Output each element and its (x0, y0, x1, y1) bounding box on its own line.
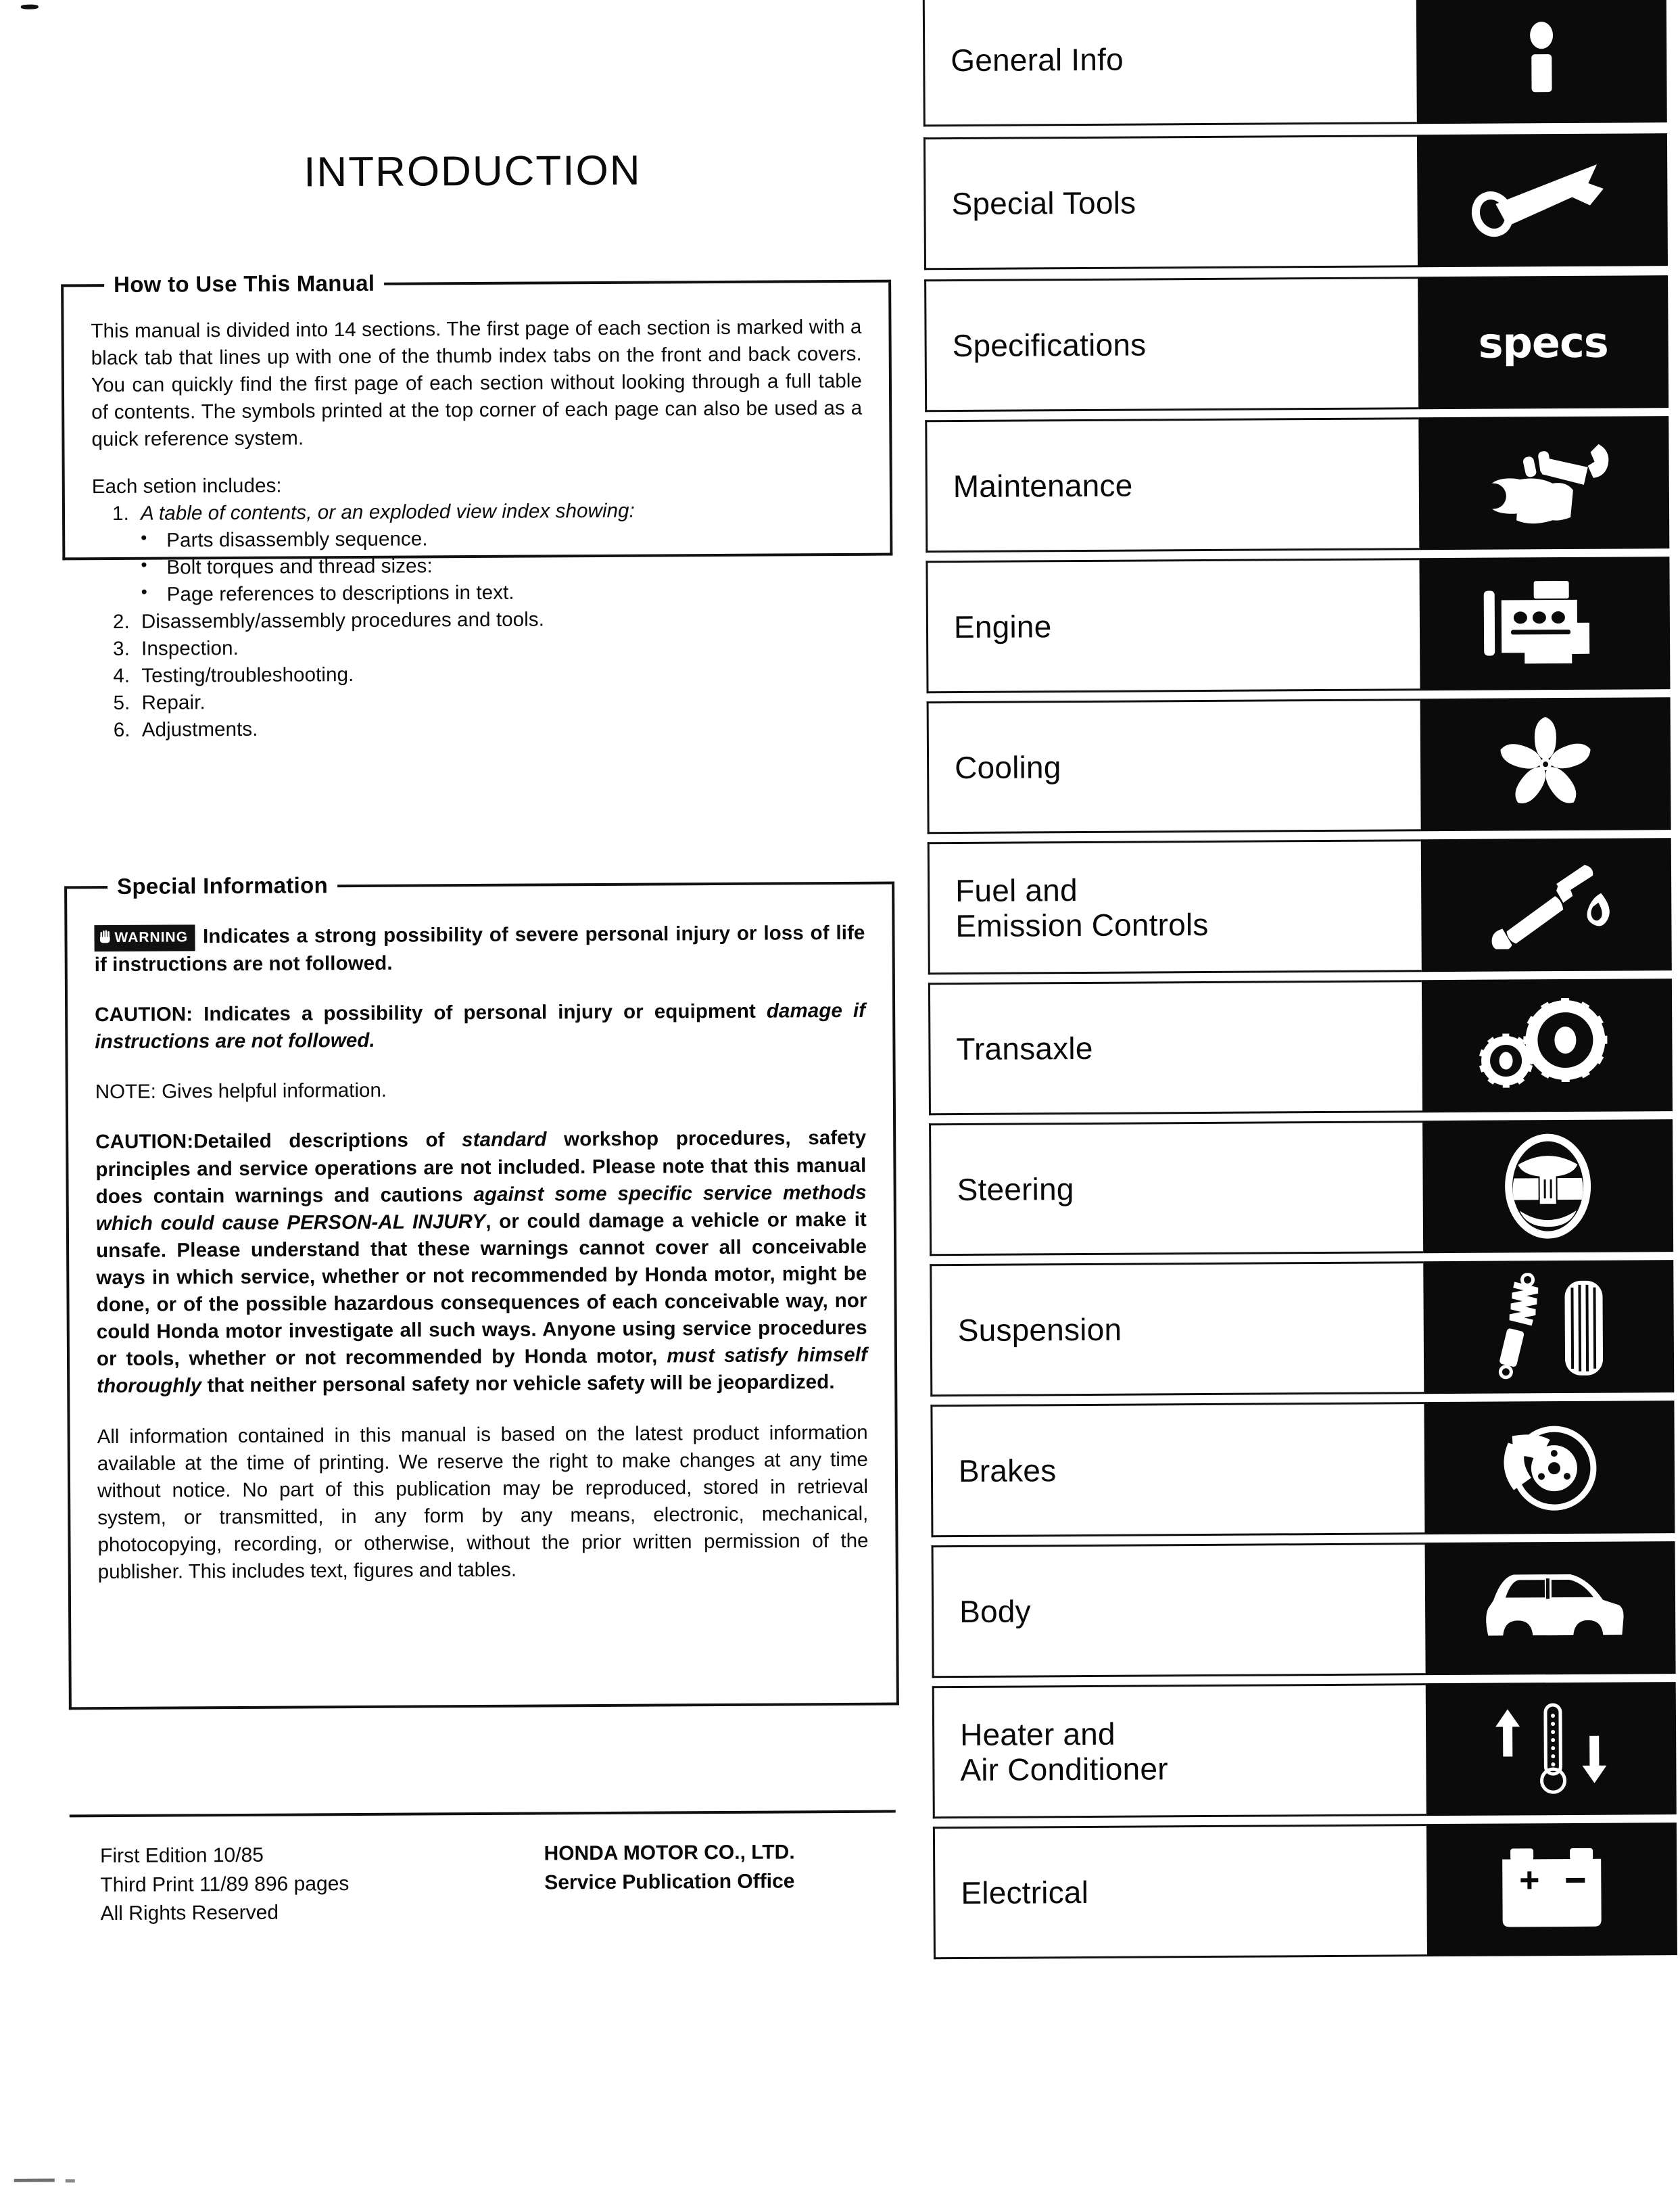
list-text: Disassembly/assembly procedures and tools. (141, 608, 545, 633)
tab-label-box[interactable] (929, 1121, 1423, 1256)
car-body-icon (1425, 1541, 1676, 1675)
how-to-use-paragraph: This manual is divided into 14 sections. The first page of each section is marked with a black tab that lines up with one of the thumb index tabs on the front and back covers. You can quickly find the first page of each section without looking through a full table of contents. The symbols printed at the top corner of each page can also be used as a quick reference system. (91, 315, 863, 451)
tab-label-box[interactable] (930, 1261, 1424, 1396)
caution2-italic2: against some specific service methods which could cause PERSON-AL INJURY (95, 1181, 867, 1235)
edition-line-3: All Rights Reserved (100, 1901, 279, 1925)
edition-line-2: Third Print 11/89 896 pages (100, 1872, 350, 1896)
caution2-part2: workshop procedures, safety principles and service operations are not included. Please note that this manual does contain warnings and cautions (95, 1127, 867, 1208)
caution2-italic1: standard (462, 1128, 547, 1152)
tab-label-text: Special Tools (951, 185, 1136, 221)
tab-brakes[interactable] (930, 1401, 1675, 1537)
cooling-fan-icon (1420, 697, 1671, 831)
tab-steering[interactable] (929, 1119, 1673, 1256)
edition-info (100, 1841, 350, 1929)
bullet-glyph: • (141, 554, 147, 575)
list-item (92, 523, 863, 555)
how-to-use-legend: How to Use This Manual (104, 271, 384, 298)
page-title: INTRODUCTION (304, 147, 642, 196)
special-information-box (64, 872, 899, 1710)
publisher-info (507, 1838, 832, 1898)
tab-heater-and-air-conditioner[interactable] (932, 1682, 1677, 1818)
warning-badge-label: WARNING (114, 929, 189, 945)
how-to-use-box (61, 270, 892, 741)
tab-label-text: Steering (957, 1171, 1074, 1207)
tab-suspension[interactable] (930, 1260, 1674, 1396)
tab-label-text: Electrical (961, 1874, 1089, 1910)
tab-label-text: Heater and Air Conditioner (959, 1716, 1168, 1788)
thumb-index-tabs (923, 0, 1680, 2182)
tab-special-tools[interactable] (923, 133, 1668, 270)
caution-long-block (95, 1125, 867, 1400)
tab-fuel-and-emission-controls[interactable] (928, 838, 1672, 974)
list-number: 2. (112, 610, 130, 633)
battery-icon (1426, 1822, 1677, 1956)
list-item (93, 631, 863, 662)
caution2-part1: Detailed descriptions of (193, 1129, 462, 1153)
tab-label-text: Body (959, 1593, 1031, 1629)
caution-text-italic: damage if instructions are not followed. (95, 999, 866, 1054)
caution2-part4: that neither personal safety nor vehicle safety will be jeopardized. (201, 1371, 835, 1397)
list-number: 3. (113, 637, 130, 660)
list-item (93, 604, 863, 635)
tab-general-info[interactable] (923, 0, 1667, 126)
tab-specifications[interactable] (924, 275, 1669, 412)
list-item (93, 685, 863, 716)
list-item (93, 578, 863, 609)
brake-rotor-icon (1424, 1401, 1675, 1534)
list-number: 5. (113, 691, 130, 714)
tab-label-box[interactable] (923, 135, 1418, 270)
tab-label-box[interactable] (928, 980, 1422, 1115)
edition-line-1: First Edition 10/85 (100, 1843, 264, 1868)
tab-label-text: Fuel and Emission Controls (955, 872, 1209, 944)
list-number: 6. (113, 718, 130, 741)
tab-label-text: General Info (951, 41, 1124, 78)
how-to-use-sublist (92, 523, 863, 609)
tab-label-box[interactable] (927, 699, 1421, 834)
engine-block-icon (1419, 557, 1670, 690)
list-text: Inspection. (141, 636, 239, 660)
specs-text-icon (1418, 275, 1669, 409)
how-to-use-list-cont (93, 604, 864, 743)
warning-block (94, 920, 865, 979)
tab-label-box[interactable] (930, 1402, 1424, 1537)
bullet-glyph: • (141, 581, 147, 602)
tab-electrical[interactable] (933, 1822, 1677, 1959)
tab-label-text: Specifications (952, 327, 1147, 363)
copyright-block: All information contained in this manual is based on the latest product information available at the time of printing. We reserve the right to make changes at any time without notice. No part of this publication may be reproduced, stored in retrieval system, or transmitted, in any form by any means, electronic, mechanical, photocopying, recording, or otherwise, without the prior written permission of the publisher. This includes text, figures and tables. (97, 1421, 869, 1584)
list-text: Bolt torques and thread sizes: (166, 555, 433, 579)
note-block (95, 1075, 866, 1106)
wrench-icon (1417, 133, 1668, 267)
list-text: A table of contents, or an exploded view index showing: (140, 499, 635, 525)
note-text: Gives helpful information. (162, 1079, 387, 1103)
footer (81, 1837, 906, 1925)
specs-icon-text: specs (1478, 317, 1608, 368)
tab-cooling[interactable] (927, 697, 1671, 834)
list-text: Adjustments. (141, 718, 258, 741)
tab-label-text: Transaxle (956, 1030, 1093, 1066)
tab-engine[interactable] (926, 557, 1670, 693)
bullet-glyph: • (141, 527, 147, 548)
list-item (93, 712, 864, 743)
list-item (92, 496, 863, 527)
tab-label-box[interactable] (932, 1543, 1426, 1678)
list-item (93, 658, 863, 689)
thermometer-arrows-icon (1426, 1682, 1677, 1816)
caution2-italic3: must satisfy himself thoroughly (97, 1344, 868, 1398)
list-text: Repair. (141, 690, 206, 714)
list-number: 4. (113, 664, 130, 687)
tab-label-box[interactable] (923, 0, 1417, 126)
info-icon (1416, 0, 1667, 124)
steering-wheel-icon (1422, 1119, 1673, 1253)
warning-badge (94, 924, 195, 951)
footer-rule (70, 1810, 896, 1818)
warning-text: Indicates a strong possibility of severe personal injury or loss of life if instructions are not followed. (94, 921, 865, 977)
tab-label-text: Engine (953, 609, 1052, 644)
publisher-line-1: HONDA MOTOR CO., LTD. (544, 1841, 795, 1865)
tab-body[interactable] (932, 1541, 1676, 1678)
list-item (92, 550, 863, 582)
hand-icon (98, 929, 113, 947)
tab-label-box[interactable] (926, 558, 1420, 693)
fuel-nozzle-icon (1421, 838, 1672, 972)
list-text: Page references to descriptions in text. (166, 581, 514, 606)
caution-block (95, 997, 865, 1056)
tab-label-box[interactable] (924, 277, 1418, 412)
special-information-legend: Special Information (107, 872, 337, 899)
shock-tire-icon (1423, 1260, 1674, 1394)
list-number: 1. (112, 502, 129, 525)
hand-wrench-icon (1418, 416, 1669, 550)
how-to-use-list (92, 496, 863, 527)
caution2-label: CAUTION: (95, 1130, 194, 1154)
gears-icon (1422, 979, 1673, 1112)
list-text: Parts disassembly sequence. (166, 527, 428, 552)
caution2-part3: , or could damage a vehicle or make it unsafe. Please understand that these warnings cannot cover all conceivable ways in which service, whether or not recommended by Honda motor, might be done, or of the possible hazardous consequences of each conceivable way, nor could Honda motor investigate all such ways. Anyone using service procedures or tools, whether or not recommended by Honda motor, (96, 1208, 867, 1371)
tab-transaxle[interactable] (928, 979, 1673, 1115)
tab-label-text: Cooling (954, 749, 1061, 785)
tab-maintenance[interactable] (925, 416, 1669, 552)
tab-label-text: Suspension (957, 1311, 1122, 1348)
publisher-line-2: Service Publication Office (544, 1869, 795, 1894)
tab-label-text: Brakes (958, 1453, 1057, 1488)
caution-text: Indicates a possibility of personal injury or equipment (203, 1000, 756, 1026)
caution-label: CAUTION: (95, 1003, 193, 1027)
tab-label-box[interactable] (932, 1683, 1426, 1818)
note-label: NOTE: (95, 1080, 157, 1104)
tab-label-text: Maintenance (953, 467, 1133, 504)
list-text: Testing/troubleshooting. (141, 663, 354, 687)
how-to-use-lead-in: Each setion includes: (91, 474, 282, 498)
tab-label-box[interactable] (928, 839, 1422, 974)
tab-label-box[interactable] (925, 417, 1419, 552)
tab-label-box[interactable] (933, 1824, 1427, 1959)
